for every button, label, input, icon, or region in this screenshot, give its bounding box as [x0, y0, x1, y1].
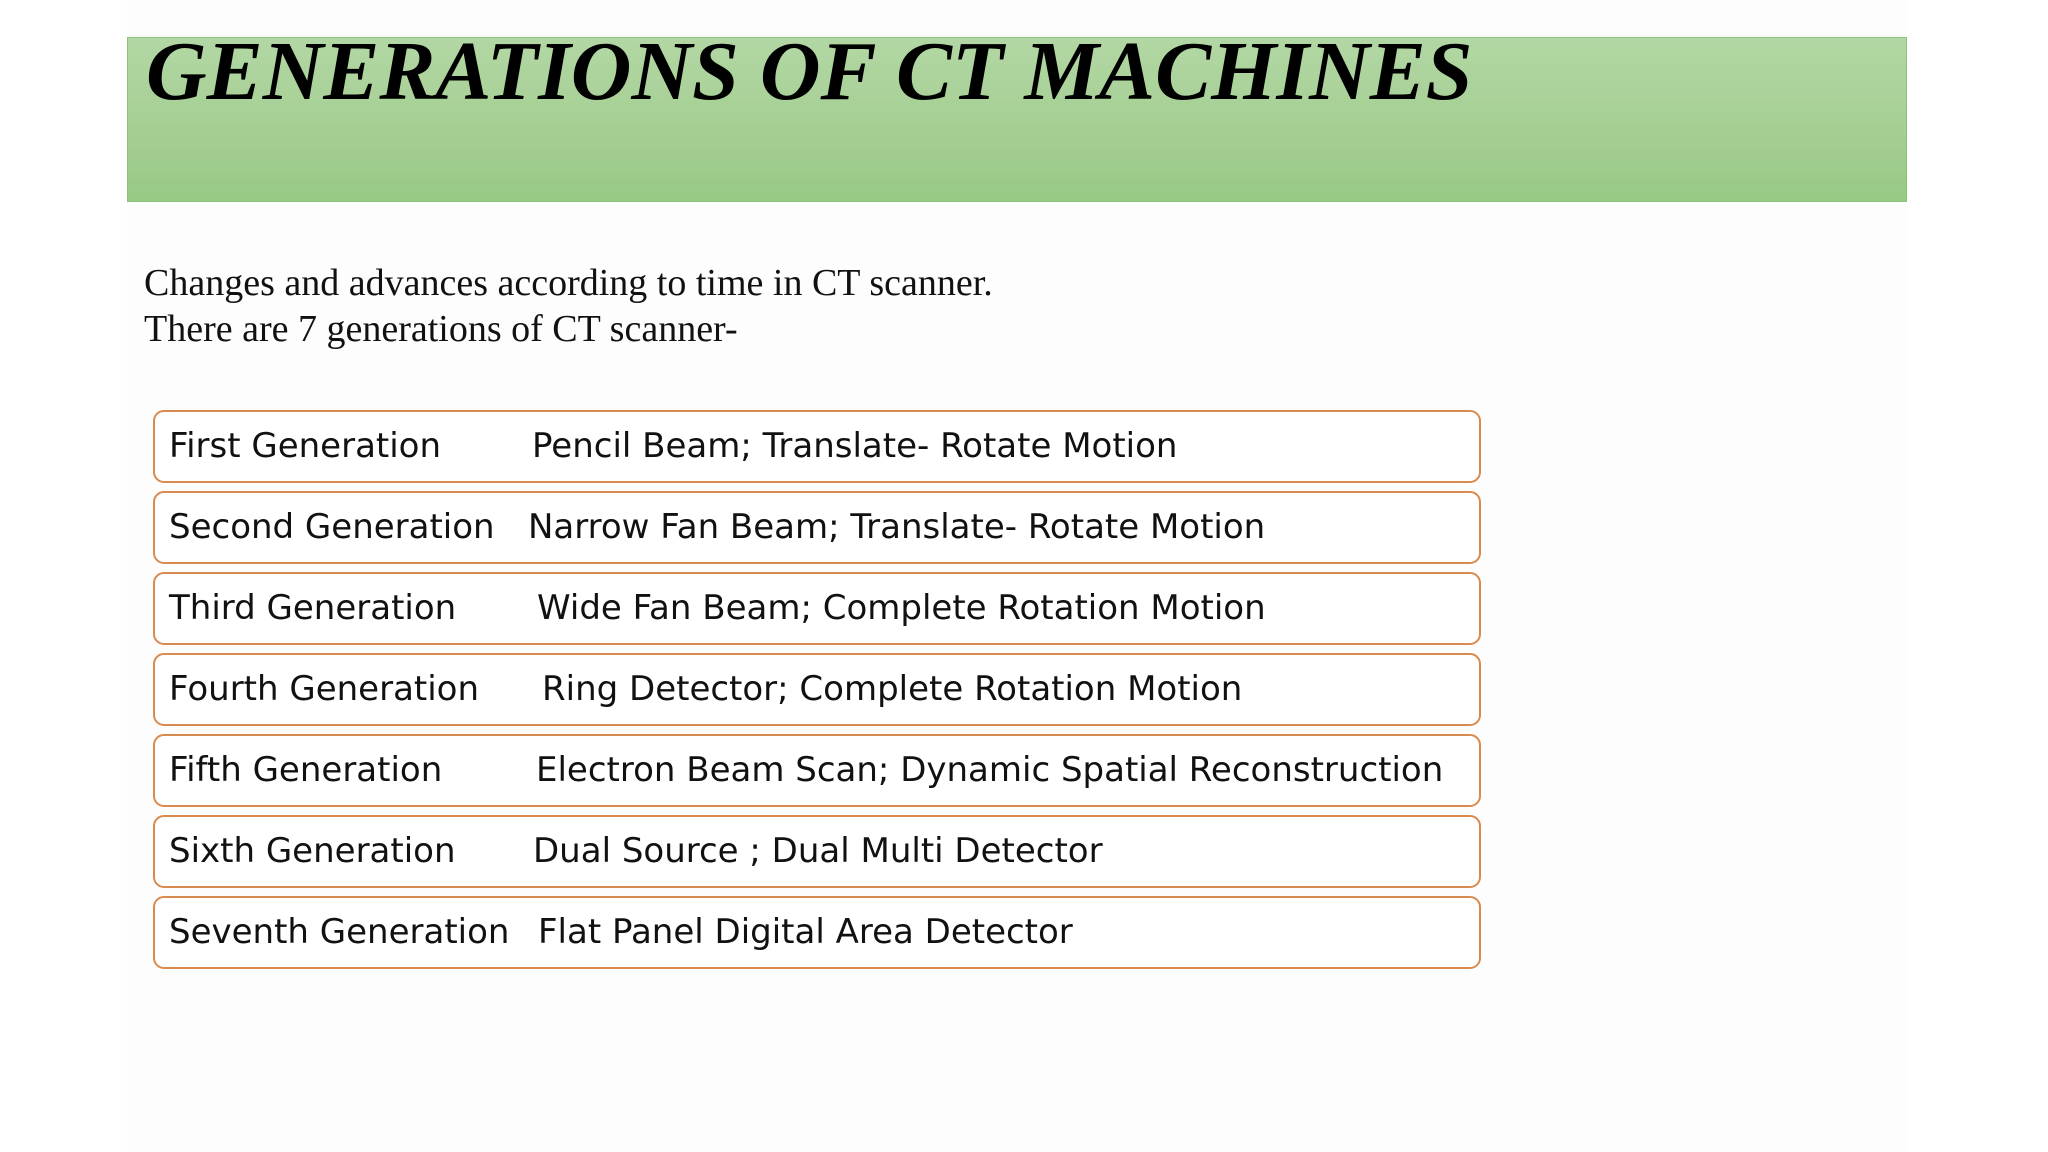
intro-line-2: There are 7 generations of CT scanner-	[144, 308, 738, 350]
generation-name: First Generation	[169, 426, 442, 466]
generation-description: Narrow Fan Beam; Translate- Rotate Motion	[528, 507, 1266, 547]
generation-description: Wide Fan Beam; Complete Rotation Motion	[537, 588, 1266, 628]
slide-title: GENERATIONS OF CT MACHINES	[146, 25, 1473, 118]
intro-text	[144, 260, 993, 352]
generation-description: Electron Beam Scan; Dynamic Spatial Reconstruction	[536, 750, 1444, 790]
generation-name: Third Generation	[169, 588, 457, 628]
generation-row-second	[153, 491, 1481, 564]
intro-line-1: Changes and advances according to time in CT scanner.	[144, 262, 993, 304]
generation-name: Fourth Generation	[169, 669, 480, 709]
generation-name: Second Generation	[169, 507, 495, 547]
generation-description: Dual Source ; Dual Multi Detector	[533, 831, 1103, 871]
generation-row-sixth	[153, 815, 1481, 888]
generation-row-third	[153, 572, 1481, 645]
generation-name: Seventh Generation	[169, 912, 510, 952]
generation-row-fourth	[153, 653, 1481, 726]
generation-description: Ring Detector; Complete Rotation Motion	[542, 669, 1243, 709]
generation-row-fifth	[153, 734, 1481, 807]
generation-name: Sixth Generation	[169, 831, 456, 871]
generation-name: Fifth Generation	[169, 750, 443, 790]
generation-description: Pencil Beam; Translate- Rotate Motion	[532, 426, 1178, 466]
generation-row-seventh	[153, 896, 1481, 969]
generation-description: Flat Panel Digital Area Detector	[538, 912, 1073, 952]
generation-row-first	[153, 410, 1481, 483]
